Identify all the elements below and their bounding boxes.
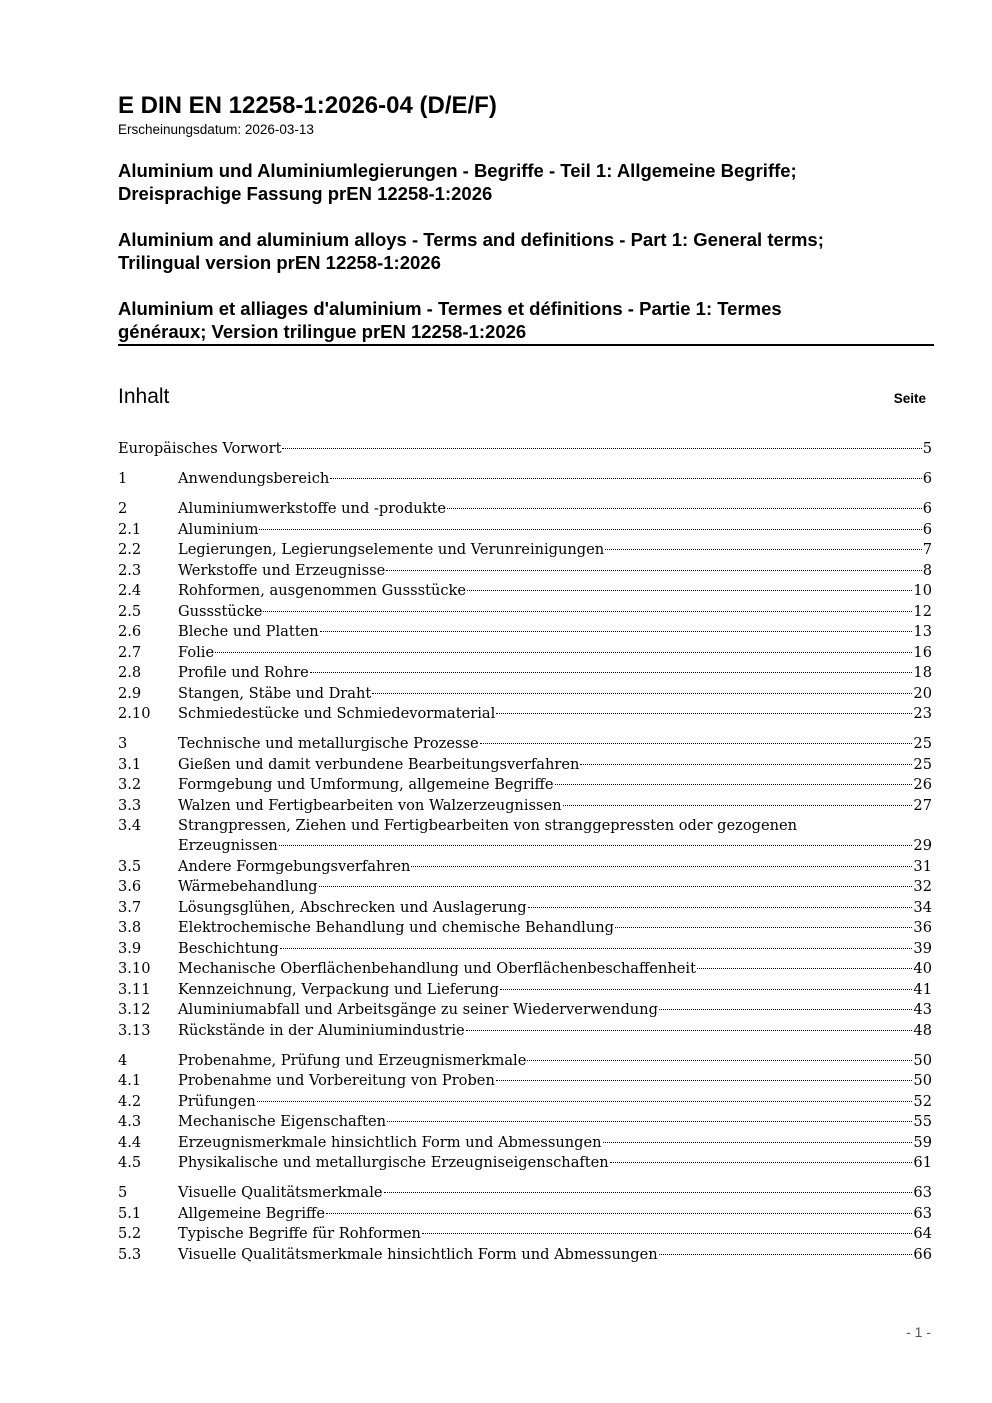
title-german bbox=[118, 159, 934, 205]
toc-entry[interactable] bbox=[118, 1071, 932, 1092]
toc-entry-title: Mechanische Eigenschaften bbox=[178, 1113, 387, 1131]
toc-entry-title: Typische Begriffe für Rohformen bbox=[178, 1225, 421, 1243]
toc-entry-title: Beschichtung bbox=[178, 939, 279, 957]
toc-entry-leader bbox=[386, 570, 921, 571]
toc-heading bbox=[118, 383, 926, 413]
toc-entry-leader bbox=[279, 845, 913, 846]
toc-entry-number: 2.4 bbox=[118, 582, 142, 599]
document-header bbox=[118, 92, 934, 342]
toc-entry-number: 3.2 bbox=[118, 776, 142, 793]
toc-entry-title: Physikalische und metallurgische Erzeugniseigenschaften bbox=[178, 1154, 609, 1172]
toc-entry[interactable] bbox=[118, 918, 932, 939]
toc-entry-page: 64 bbox=[913, 1225, 932, 1243]
document-title: E DIN EN 12258-1:2026-04 (D/E/F) bbox=[118, 92, 497, 119]
toc-entry-page: 63 bbox=[913, 1204, 932, 1222]
toc-entry-leader bbox=[697, 968, 912, 969]
toc-entry-number: 2 bbox=[118, 500, 128, 517]
toc-entry[interactable] bbox=[118, 1051, 932, 1072]
toc-entry-title: Formgebung und Umformung, allgemeine Begriffe bbox=[178, 776, 554, 793]
toc-entry-number: 2.9 bbox=[118, 684, 142, 702]
publication-date: Erscheinungsdatum: 2026-03-13 bbox=[118, 122, 314, 137]
toc-entry[interactable] bbox=[118, 1092, 932, 1113]
toc-entry-page: 8 bbox=[922, 561, 932, 579]
toc-entry[interactable] bbox=[118, 1183, 932, 1204]
toc-entry-leader bbox=[496, 713, 912, 714]
toc-entry-leader bbox=[282, 448, 921, 449]
toc-entry-page: 13 bbox=[913, 623, 932, 640]
toc-entry-number: 2.8 bbox=[118, 664, 142, 681]
toc-entry-page: 23 bbox=[913, 705, 932, 722]
toc-entry[interactable] bbox=[118, 898, 932, 919]
toc-entry[interactable] bbox=[118, 1224, 932, 1245]
toc-entry-leader bbox=[500, 989, 913, 990]
toc-entry-leader bbox=[411, 866, 912, 867]
toc-entry-number: 3 bbox=[118, 735, 128, 752]
toc-title: Inhalt bbox=[118, 385, 170, 408]
toc-entry-page: 50 bbox=[913, 1051, 932, 1069]
toc-entry-page: 41 bbox=[913, 980, 932, 998]
toc-entry-title: Wärmebehandlung bbox=[178, 878, 318, 896]
toc-entry-number: 5 bbox=[118, 1184, 128, 1202]
toc-entry-number: 3.3 bbox=[118, 796, 142, 814]
toc-entry-page: 29 bbox=[913, 837, 932, 855]
toc-entry[interactable] bbox=[118, 980, 932, 1001]
table-of-contents bbox=[118, 439, 932, 1265]
toc-entry-page: 26 bbox=[913, 776, 932, 793]
toc-entry-title: Lösungsglühen, Abschrecken und Auslagerung bbox=[178, 898, 527, 916]
toc-entry-number: 2.1 bbox=[118, 520, 142, 538]
toc-entry-leader bbox=[447, 508, 922, 509]
toc-entry-title: Rohformen, ausgenommen Gussstücke bbox=[178, 582, 467, 599]
title-german-line-1: Aluminium und Aluminiumlegierungen - Begriffe - Teil 1: Allgemeine Begriffe; bbox=[118, 160, 797, 181]
title-french bbox=[118, 297, 934, 343]
toc-entry-page: 25 bbox=[913, 755, 932, 773]
toc-entry-leader bbox=[580, 764, 912, 765]
toc-entry-title: Erzeugnismerkmale hinsichtlich Form und Abmessungen bbox=[178, 1133, 602, 1151]
toc-entry-leader bbox=[528, 907, 913, 908]
toc-entry-leader bbox=[555, 784, 913, 785]
toc-entry-leader bbox=[330, 478, 921, 479]
toc-entry-page: 61 bbox=[913, 1154, 932, 1172]
toc-entry-page: 27 bbox=[913, 796, 932, 814]
toc-entry[interactable] bbox=[118, 939, 932, 960]
toc-entry-leader bbox=[615, 927, 912, 928]
toc-entry-number: 5.2 bbox=[118, 1225, 142, 1243]
toc-entry-number: 4 bbox=[118, 1051, 128, 1069]
toc-entry-number: 3.6 bbox=[118, 878, 142, 896]
toc-entry-title: Aluminium bbox=[178, 520, 259, 538]
toc-entry-page: 50 bbox=[913, 1072, 932, 1090]
toc-entry-number: 2.10 bbox=[118, 705, 151, 722]
toc-entry-page: 6 bbox=[922, 520, 932, 538]
toc-entry-page: 31 bbox=[913, 857, 932, 875]
toc-entry-number: 3.13 bbox=[118, 1021, 151, 1039]
toc-entry[interactable] bbox=[118, 959, 932, 980]
toc-entry[interactable] bbox=[118, 1112, 932, 1133]
toc-entry-title: Gussstücke bbox=[178, 602, 263, 620]
toc-entry-number: 2.7 bbox=[118, 643, 142, 661]
toc-entry-leader bbox=[263, 611, 912, 612]
toc-entry-page: 18 bbox=[913, 664, 932, 681]
toc-entry-title: Andere Formgebungsverfahren bbox=[178, 857, 411, 875]
toc-entry-title: Kennzeichnung, Verpackung und Lieferung bbox=[178, 980, 499, 998]
toc-entry-page: 10 bbox=[913, 582, 932, 599]
toc-entry-title: Schmiedestücke und Schmiedevormaterial bbox=[178, 705, 496, 722]
toc-entry-page: 16 bbox=[913, 643, 932, 661]
toc-entry[interactable] bbox=[118, 684, 932, 705]
toc-entry-title: Werkstoffe und Erzeugnisse bbox=[178, 561, 386, 579]
toc-entry-page: 6 bbox=[922, 500, 932, 517]
toc-entry-page: 48 bbox=[913, 1021, 932, 1039]
toc-entry-page: 20 bbox=[913, 684, 932, 702]
toc-entry[interactable] bbox=[118, 1153, 932, 1174]
toc-entry-leader bbox=[387, 1121, 912, 1122]
toc-entry-number: 3.9 bbox=[118, 939, 142, 957]
toc-entry-title: Technische und metallurgische Prozesse bbox=[178, 735, 479, 752]
toc-entry-leader bbox=[422, 1233, 912, 1234]
toc-entry-title: Stangen, Stäbe und Draht bbox=[178, 684, 372, 702]
toc-entry-number: 1 bbox=[118, 470, 128, 487]
toc-entry[interactable] bbox=[118, 857, 932, 878]
toc-entry-number: 5.3 bbox=[118, 1245, 142, 1263]
toc-entry-leader bbox=[659, 1009, 912, 1010]
toc-entry-number: 3.8 bbox=[118, 919, 142, 937]
toc-entry-number: 3.12 bbox=[118, 1001, 151, 1019]
toc-entry-page: 39 bbox=[913, 939, 932, 957]
toc-page-label: Seite bbox=[893, 391, 926, 406]
toc-entry-title: Probenahme, Prüfung und Erzeugnismerkmale bbox=[178, 1051, 527, 1069]
toc-entry-number: 2.6 bbox=[118, 623, 142, 640]
title-french-line-1: Aluminium et alliages d'aluminium - Termes et définitions - Partie 1: Termes bbox=[118, 298, 782, 319]
toc-entry[interactable] bbox=[118, 704, 932, 725]
toc-entry-page: 43 bbox=[913, 1001, 932, 1019]
toc-entry-title: Visuelle Qualitätsmerkmale hinsichtlich Form und Abmessungen bbox=[178, 1245, 658, 1263]
page-number: - 1 - bbox=[906, 1324, 931, 1340]
toc-entry-title: Rückstände in der Aluminiumindustrie bbox=[178, 1021, 465, 1039]
toc-entry-number: 3.7 bbox=[118, 898, 142, 916]
toc-entry-leader bbox=[326, 1213, 912, 1214]
toc-entry-leader bbox=[257, 1101, 913, 1102]
toc-entry[interactable] bbox=[118, 540, 932, 561]
toc-entry-title: Allgemeine Begriffe bbox=[178, 1204, 326, 1222]
toc-entry-title: Europäisches Vorwort bbox=[118, 440, 282, 457]
toc-entry-leader bbox=[563, 805, 913, 806]
toc-entry[interactable] bbox=[118, 602, 932, 623]
toc-entry[interactable] bbox=[118, 1133, 932, 1154]
toc-entry-number: 5.1 bbox=[118, 1204, 142, 1222]
toc-entry-title: Folie bbox=[178, 643, 215, 661]
toc-entry[interactable] bbox=[118, 643, 932, 664]
toc-entry-number: 4.5 bbox=[118, 1154, 142, 1172]
title-german-line-2: Dreisprachige Fassung prEN 12258-1:2026 bbox=[118, 183, 493, 204]
toc-entry-page: 25 bbox=[913, 735, 932, 752]
toc-entry[interactable] bbox=[118, 796, 932, 817]
toc-entry-leader bbox=[605, 549, 922, 550]
toc-entry[interactable] bbox=[118, 439, 932, 460]
toc-entry-number: 2.2 bbox=[118, 541, 142, 558]
toc-entry-title: Elektrochemische Behandlung und chemische Behandlung bbox=[178, 919, 614, 937]
title-english-line-2: Trilingual version prEN 12258-1:2026 bbox=[118, 252, 441, 273]
toc-entry-number: 3.1 bbox=[118, 755, 142, 773]
toc-entry-leader bbox=[280, 948, 913, 949]
toc-entry-number: 3.4 bbox=[118, 817, 142, 834]
toc-entry-title: Legierungen, Legierungselemente und Verunreinigungen bbox=[178, 541, 605, 558]
toc-entry-title: Prüfungen bbox=[178, 1092, 256, 1110]
toc-entry-page: 59 bbox=[913, 1133, 932, 1151]
toc-entry-title: Aluminiumabfall und Arbeitsgänge zu seiner Wiederverwendung bbox=[178, 1001, 658, 1019]
toc-entry-title: Profile und Rohre bbox=[178, 664, 309, 681]
toc-entry-number: 3.5 bbox=[118, 857, 142, 875]
toc-entry-leader bbox=[215, 652, 912, 653]
toc-entry[interactable] bbox=[118, 1204, 932, 1225]
toc-entry-number: 4.4 bbox=[118, 1133, 142, 1151]
toc-entry-title: Probenahme und Vorbereitung von Proben bbox=[178, 1072, 495, 1090]
toc-entry-leader bbox=[310, 672, 913, 673]
toc-entry-leader bbox=[466, 1030, 913, 1031]
toc-entry[interactable] bbox=[118, 775, 932, 796]
toc-entry-leader bbox=[384, 1192, 913, 1193]
toc-entry[interactable] bbox=[118, 877, 932, 898]
toc-entry-page: 5 bbox=[922, 440, 932, 457]
toc-entry[interactable] bbox=[118, 755, 932, 776]
title-french-line-2: généraux; Version trilingue prEN 12258-1:2026 bbox=[118, 321, 527, 342]
toc-entry-leader bbox=[496, 1080, 913, 1081]
toc-entry-page: 55 bbox=[913, 1113, 932, 1131]
toc-entry-title: Visuelle Qualitätsmerkmale bbox=[178, 1184, 383, 1202]
toc-entry-leader bbox=[527, 1060, 912, 1061]
toc-entry[interactable] bbox=[118, 499, 932, 520]
toc-entry-title: Mechanische Oberflächenbehandlung und Oberflächenbeschaffenheit bbox=[178, 960, 696, 978]
toc-entry-leader bbox=[603, 1142, 913, 1143]
toc-entry[interactable] bbox=[118, 581, 932, 602]
toc-entry[interactable] bbox=[118, 663, 932, 684]
toc-entry-page: 32 bbox=[913, 878, 932, 896]
toc-entry-title: Anwendungsbereich bbox=[178, 470, 330, 487]
toc-entry-page: 6 bbox=[922, 470, 932, 487]
toc-entry-page: 34 bbox=[913, 898, 932, 916]
toc-entry[interactable] bbox=[118, 561, 932, 582]
toc-entry-leader bbox=[659, 1254, 913, 1255]
toc-entry-number: 2.3 bbox=[118, 561, 142, 579]
toc-entry[interactable] bbox=[118, 1000, 932, 1021]
toc-entry[interactable] bbox=[118, 469, 932, 490]
toc-entry-title: Erzeugnissen bbox=[178, 837, 278, 855]
title-english-line-1: Aluminium and aluminium alloys - Terms and definitions - Part 1: General terms; bbox=[118, 229, 824, 250]
toc-entry[interactable] bbox=[118, 622, 932, 643]
toc-entry-page: 36 bbox=[913, 919, 932, 937]
toc-entry[interactable] bbox=[118, 1245, 932, 1266]
toc-entry-title: Gießen und damit verbundene Bearbeitungsverfahren bbox=[178, 755, 580, 773]
toc-entry-number: 3.11 bbox=[118, 980, 151, 998]
toc-entry-leader bbox=[259, 529, 921, 530]
toc-entry[interactable] bbox=[118, 734, 932, 755]
toc-entry-page: 52 bbox=[913, 1092, 932, 1110]
toc-entry-number: 4.2 bbox=[118, 1092, 142, 1110]
toc-entry[interactable] bbox=[118, 1021, 932, 1042]
header-divider bbox=[118, 344, 934, 346]
toc-entry-page: 12 bbox=[913, 602, 932, 620]
toc-entry-title: Walzen und Fertigbearbeiten von Walzerzeugnissen bbox=[178, 796, 562, 814]
title-english bbox=[118, 228, 934, 274]
toc-entry-number: 3.10 bbox=[118, 960, 151, 978]
toc-entry-title: Bleche und Platten bbox=[178, 623, 319, 640]
toc-entry-leader bbox=[319, 886, 913, 887]
toc-entry-number: 2.5 bbox=[118, 602, 142, 620]
toc-entry[interactable] bbox=[118, 816, 932, 857]
toc-entry-page: 7 bbox=[922, 541, 932, 558]
toc-entry-leader bbox=[372, 693, 912, 694]
toc-entry-leader bbox=[467, 590, 912, 591]
toc-entry-number: 4.3 bbox=[118, 1113, 142, 1131]
toc-entry-title: Strangpressen, Ziehen und Fertigbearbeiten von stranggepressten oder gezogenen bbox=[178, 817, 798, 834]
toc-entry-leader bbox=[480, 743, 913, 744]
toc-entry-page: 66 bbox=[913, 1245, 932, 1263]
toc-entry-title: Aluminiumwerkstoffe und -produkte bbox=[178, 500, 447, 517]
toc-entry[interactable] bbox=[118, 520, 932, 541]
toc-entry-page: 63 bbox=[913, 1184, 932, 1202]
toc-entry-number: 4.1 bbox=[118, 1072, 142, 1090]
toc-entry-leader bbox=[320, 631, 913, 632]
toc-entry-leader bbox=[610, 1162, 913, 1163]
toc-entry-page: 40 bbox=[913, 960, 932, 978]
